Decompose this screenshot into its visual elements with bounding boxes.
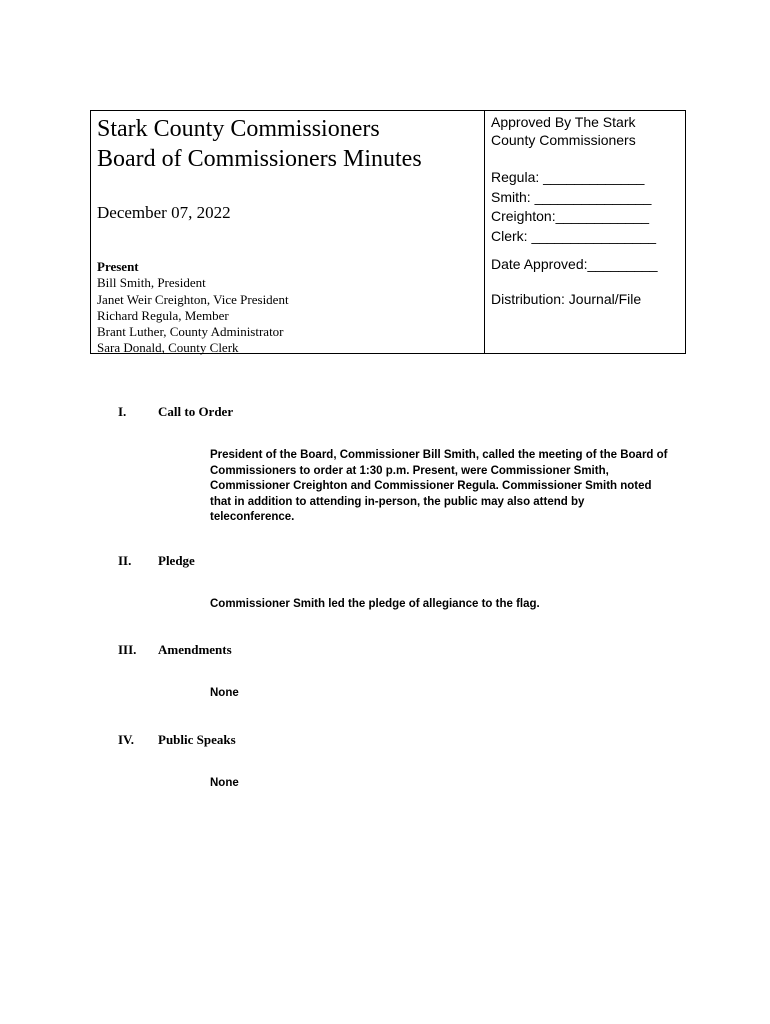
section-body: President of the Board, Commissioner Bill Smith, called the meeting of the Board of Commissioners to order at 1:30 p.m. Present, were Commissioner Smith, Commissioner Creighton and Commissioner Regula. Commissioner Smith noted that in addition to attending in-person, the public may also attend by teleconference. xyxy=(210,449,668,523)
section-title: Public Speaks xyxy=(158,732,236,747)
attendee: Sara Donald, County Clerk xyxy=(97,340,239,356)
signature-line-regula: Regula: _____________ xyxy=(491,169,645,185)
section-title: Amendments xyxy=(158,642,232,657)
section-number: I. xyxy=(118,404,127,419)
signature-lines xyxy=(491,168,656,246)
attendee: Bill Smith, President xyxy=(97,275,206,291)
section-number: III. xyxy=(118,642,137,657)
section-title: Pledge xyxy=(158,553,195,568)
attendee: Brant Luther, County Administrator xyxy=(97,324,284,340)
document-title-line1: Stark County Commissioners xyxy=(97,116,380,142)
date-approved: Date Approved:_________ xyxy=(491,256,658,272)
section-body: Commissioner Smith led the pledge of allegiance to the flag. xyxy=(210,598,540,610)
section-title: Call to Order xyxy=(158,404,234,419)
section-number: II. xyxy=(118,553,132,568)
distribution: Distribution: Journal/File xyxy=(491,291,642,307)
signature-line-creighton: Creighton:____________ xyxy=(491,208,650,224)
approval-heading-line2: County Commissioners xyxy=(491,131,636,148)
document-title-line2: Board of Commissioners Minutes xyxy=(97,146,422,172)
attendee: Janet Weir Creighton, Vice President xyxy=(97,291,289,307)
section-number: IV. xyxy=(118,732,135,747)
present-list xyxy=(97,259,289,357)
approval-heading-line1: Approved By The Stark xyxy=(491,114,636,130)
approval-heading xyxy=(491,114,636,149)
attendee: Richard Regula, Member xyxy=(97,307,229,323)
approval-cell xyxy=(484,110,686,354)
present-heading: Present xyxy=(97,259,139,274)
section-body: None xyxy=(210,687,239,699)
signature-line-clerk: Clerk: ________________ xyxy=(491,227,657,244)
meeting-date: December 07, 2022 xyxy=(97,203,231,222)
meeting-info-cell xyxy=(90,110,490,354)
signature-line-smith: Smith: _______________ xyxy=(491,188,652,205)
section-body: None xyxy=(210,777,239,789)
